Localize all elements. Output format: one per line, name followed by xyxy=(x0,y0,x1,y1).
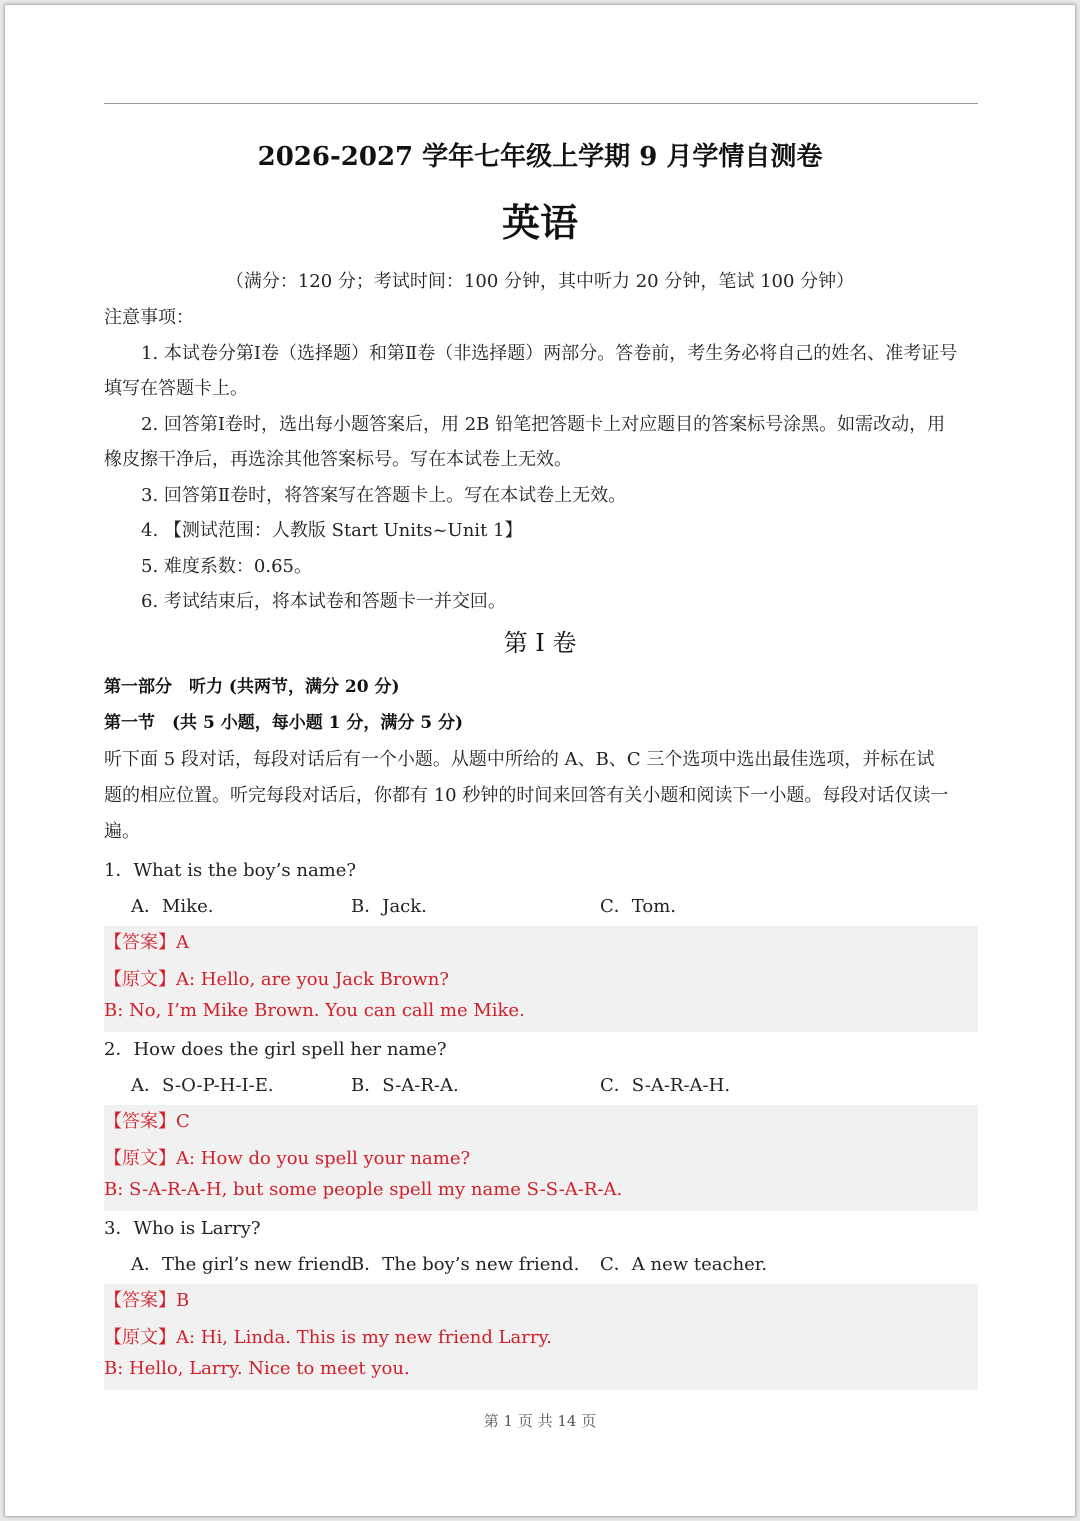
volume-heading: 第 I 卷 xyxy=(503,629,577,657)
notice-item-5: 5. 难度系数：0.65。 xyxy=(141,556,312,577)
part-heading: 第一部分 听力 (共两节，满分 20 分) xyxy=(104,677,400,697)
section-heading: 第一节 (共 5 小题，每小题 1 分，满分 5 分) xyxy=(104,713,464,733)
notice-item-1-line-2: 填写在答题卡上。 xyxy=(104,378,248,399)
question-3-option-b: B．The boy’s new friend. xyxy=(351,1254,580,1275)
question-1-answer: 【答案】A xyxy=(104,932,189,953)
question-3-option-c: C．A new teacher. xyxy=(600,1254,768,1275)
instructions-line-2: 题的相应位置。听完每段对话后，你都有 10 秒钟的时间来回答有关小题和阅读下一小题。每段对话仅读一 xyxy=(104,785,949,806)
notice-item-2-line-1: 2. 回答第Ⅰ卷时，选出每小题答案后，用 2B 铅笔把答题卡上对应题目的答案标号涂黑。如需改动，用 xyxy=(141,414,946,435)
question-3-answer: 【答案】B xyxy=(104,1290,190,1311)
notice-item-4: 4. 【测试范围：人教版 Start Units~Unit 1】 xyxy=(141,520,523,541)
question-3-transcript-line-2: B: Hello, Larry. Nice to meet you. xyxy=(104,1358,410,1379)
question-2: 2．How does the girl spell her name? xyxy=(104,1039,447,1060)
notice-heading: 注意事项： xyxy=(104,307,194,328)
question-3: 3．Who is Larry? xyxy=(104,1218,261,1239)
question-2-option-a: A．S-O-P-H-I-E. xyxy=(131,1075,274,1096)
question-3-transcript-line-1: 【原文】A: Hi, Linda. This is my new friend Larry. xyxy=(104,1327,552,1348)
instructions-line-3: 遍。 xyxy=(104,821,140,842)
exam-meta: （满分：120 分；考试时间：100 分钟，其中听力 20 分钟，笔试 100 分钟） xyxy=(225,271,855,292)
question-1-transcript-line-2: B: No, I’m Mike Brown. You can call me Mike. xyxy=(104,1000,525,1021)
instructions-line-1: 听下面 5 段对话，每段对话后有一个小题。从题中所给的 A、B、C 三个选项中选出最佳选项，并标在试 xyxy=(104,749,935,770)
document-page xyxy=(4,4,1076,1517)
notice-item-6: 6. 考试结束后，将本试卷和答题卡一并交回。 xyxy=(141,591,506,612)
question-1-option-b: B．Jack. xyxy=(351,896,427,917)
question-2-option-b: B．S-A-R-A. xyxy=(351,1075,459,1096)
question-1-transcript-line-1: 【原文】A: Hello, are you Jack Brown? xyxy=(104,969,449,990)
page-footer: 第 1 页 共 14 页 xyxy=(483,1412,597,1430)
question-2-transcript-line-1: 【原文】A: How do you spell your name? xyxy=(104,1148,471,1169)
question-1-option-a: A．Mike. xyxy=(131,896,214,917)
question-2-option-c: C．S-A-R-A-H. xyxy=(600,1075,731,1096)
exam-title: 2026-2027 学年七年级上学期 9 月学情自测卷 xyxy=(257,142,823,172)
notice-item-2-line-2: 橡皮擦干净后，再选涂其他答案标号。写在本试卷上无效。 xyxy=(104,449,572,470)
header-rule xyxy=(104,103,978,104)
subject-title: 英语 xyxy=(501,200,578,245)
notice-item-1-line-1: 1. 本试卷分第Ⅰ卷（选择题）和第Ⅱ卷（非选择题）两部分。答卷前，考生务必将自己的姓名、准考证号 xyxy=(141,343,958,364)
question-1: 1．What is the boy’s name? xyxy=(104,860,357,881)
question-3-option-a: A．The girl’s new friend. xyxy=(131,1254,359,1275)
notice-item-3: 3. 回答第Ⅱ卷时，将答案写在答题卡上。写在本试卷上无效。 xyxy=(141,485,627,506)
question-1-option-c: C．Tom. xyxy=(600,896,677,917)
question-2-answer: 【答案】C xyxy=(104,1111,190,1132)
question-2-transcript-line-2: B: S-A-R-A-H, but some people spell my name S-S-A-R-A. xyxy=(104,1179,623,1200)
